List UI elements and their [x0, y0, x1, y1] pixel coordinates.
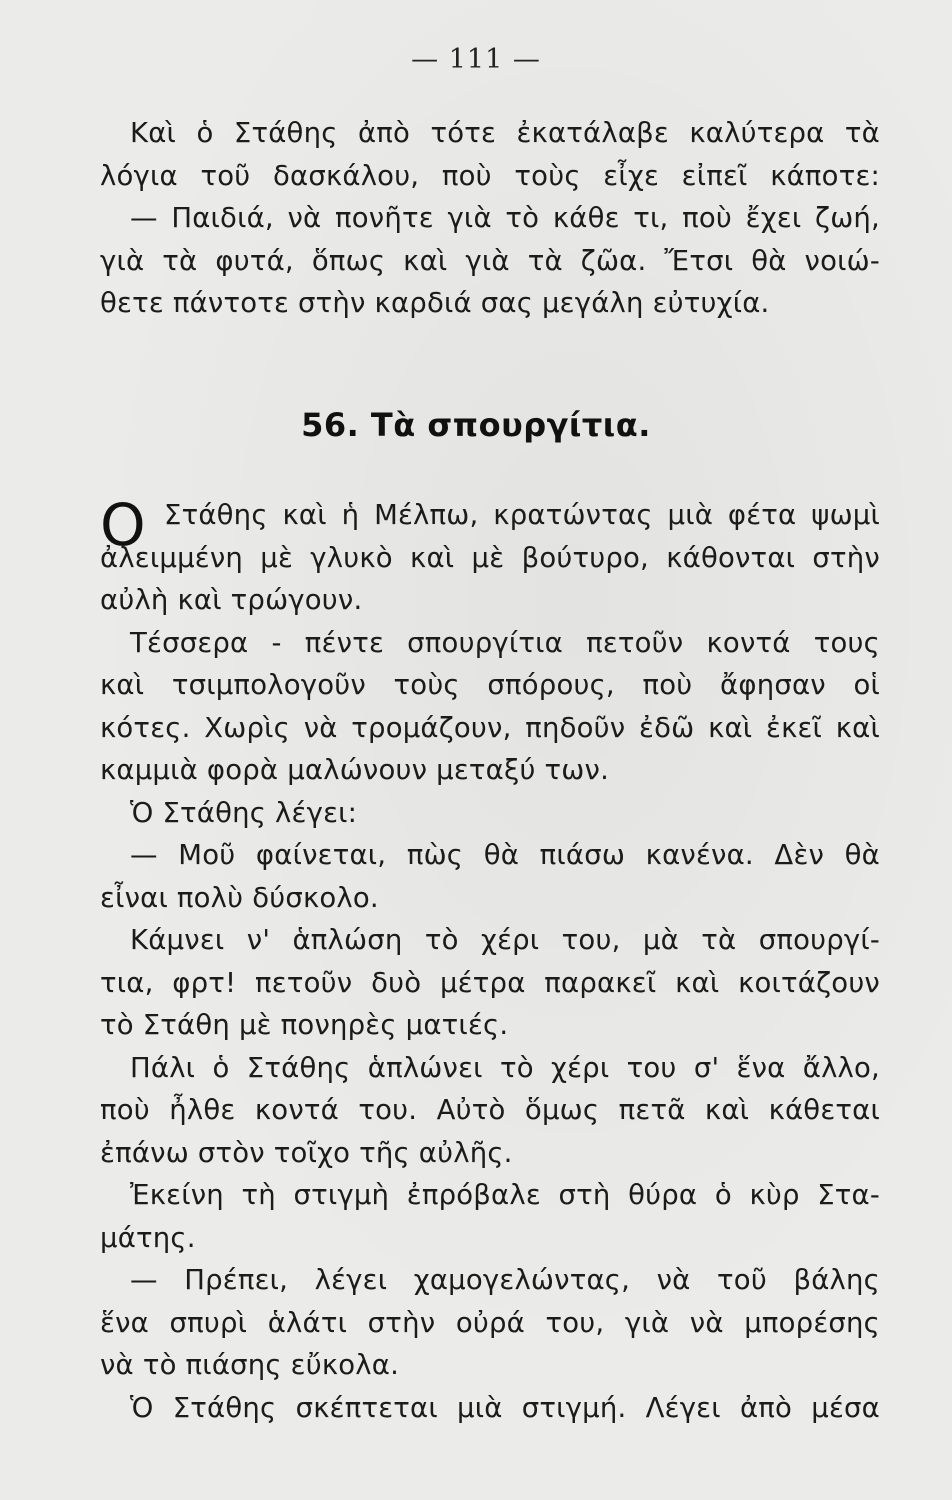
text-line: θετε πάντοτε στὴν καρδιά σας μεγάλη εὐτυχία. — [100, 287, 770, 319]
text-line: Πάλι ὁ Στάθης ἁπλώνει τὸ χέρι του σ' ἕνα ἄλλο, — [130, 1051, 880, 1084]
text-line: — Μοῦ φαίνεται, πὼς θὰ πιάσω κανένα. Δὲν θὰ — [130, 839, 880, 871]
text-line: νὰ τὸ πιάσης εὔκολα. — [100, 1349, 400, 1381]
text-line: Ὁ Στάθης λέγει: — [130, 796, 358, 829]
intro-paragraph — [100, 112, 880, 325]
text-line: καὶ τσιμπολογοῦν τοὺς σπόρους, ποὺ ἄφησαν οἱ — [100, 669, 880, 701]
chapter-title: 56. Τὰ σπουργίτια. — [301, 406, 651, 444]
text-line: — Πρέπει, λέγει χαμογελώντας, νὰ τοῦ βάλης — [130, 1264, 880, 1296]
text-line: ἀλειμμένη μὲ γλυκὸ καὶ μὲ βούτυρο, κάθονται στὴν — [100, 541, 880, 574]
body-lines — [100, 537, 880, 1430]
text-line: ἐπάνω στὸν τοῖχο τῆς αὐλῆς. — [100, 1136, 513, 1169]
drop-cap: Ο — [100, 491, 146, 559]
chapter-body — [100, 491, 880, 1429]
first-line-text: Στάθης καὶ ἡ Μέλπω, κρατώντας μιὰ φέτα ψωμὶ — [164, 499, 880, 531]
text-line: ποὺ ἦλθε κοντά του. Αὐτὸ ὅμως πετᾶ καὶ κάθεται — [100, 1094, 880, 1126]
text-line: κότες. Χωρὶς νὰ τρομάζουν, πηδοῦν ἐδῶ καὶ ἐκεῖ καὶ — [100, 711, 880, 744]
text-line: Κάμνει ν' ἁπλώση τὸ χέρι του, μὰ τὰ σπουργί- — [130, 924, 880, 956]
text-line: γιὰ τὰ φυτά, ὅπως καὶ γιὰ τὰ ζῶα. Ἔτσι θὰ νοιώ- — [100, 244, 880, 277]
text-line: λόγια τοῦ δασκάλου, ποὺ τοὺς εἶχε εἰπεῖ κάποτε: — [100, 159, 880, 192]
text-line: — Παιδιά, νὰ πονῆτε γιὰ τὸ κάθε τι, ποὺ ἔχει ζωή, — [130, 202, 880, 234]
text-line: τὸ Στάθη μὲ πονηρὲς ματιές. — [100, 1009, 509, 1041]
page-number: — 111 — — [411, 44, 541, 75]
text-line: μάτης. — [100, 1221, 196, 1254]
text-line: Καὶ ὁ Στάθης ἀπὸ τότε ἐκατάλαβε καλύτερα τὰ — [130, 117, 880, 149]
text-line: Τέσσερα - πέντε σπουργίτια πετοῦν κοντά τους — [130, 626, 880, 659]
text-line: Ἐκείνη τὴ στιγμὴ ἐπρόβαλε στὴ θύρα ὁ κὺρ Στα- — [130, 1179, 880, 1211]
text-line: αὐλὴ καὶ τρώγουν. — [100, 584, 363, 616]
text-line: εἶναι πολὺ δύσκολο. — [100, 881, 379, 914]
text-line: ἕνα σπυρὶ ἁλάτι στὴν οὐρά του, γιὰ νὰ μπορέσης — [100, 1306, 880, 1339]
text-line: τια, φρτ! πετοῦν δυὸ μέτρα παρακεῖ καὶ κοιτάζουν — [100, 966, 880, 999]
text-line: καμμιὰ φορὰ μαλώνουν μεταξύ των. — [100, 754, 610, 786]
text-line: Ὁ Στάθης σκέπτεται μιὰ στιγμή. Λέγει ἀπὸ μέσα — [130, 1391, 880, 1424]
